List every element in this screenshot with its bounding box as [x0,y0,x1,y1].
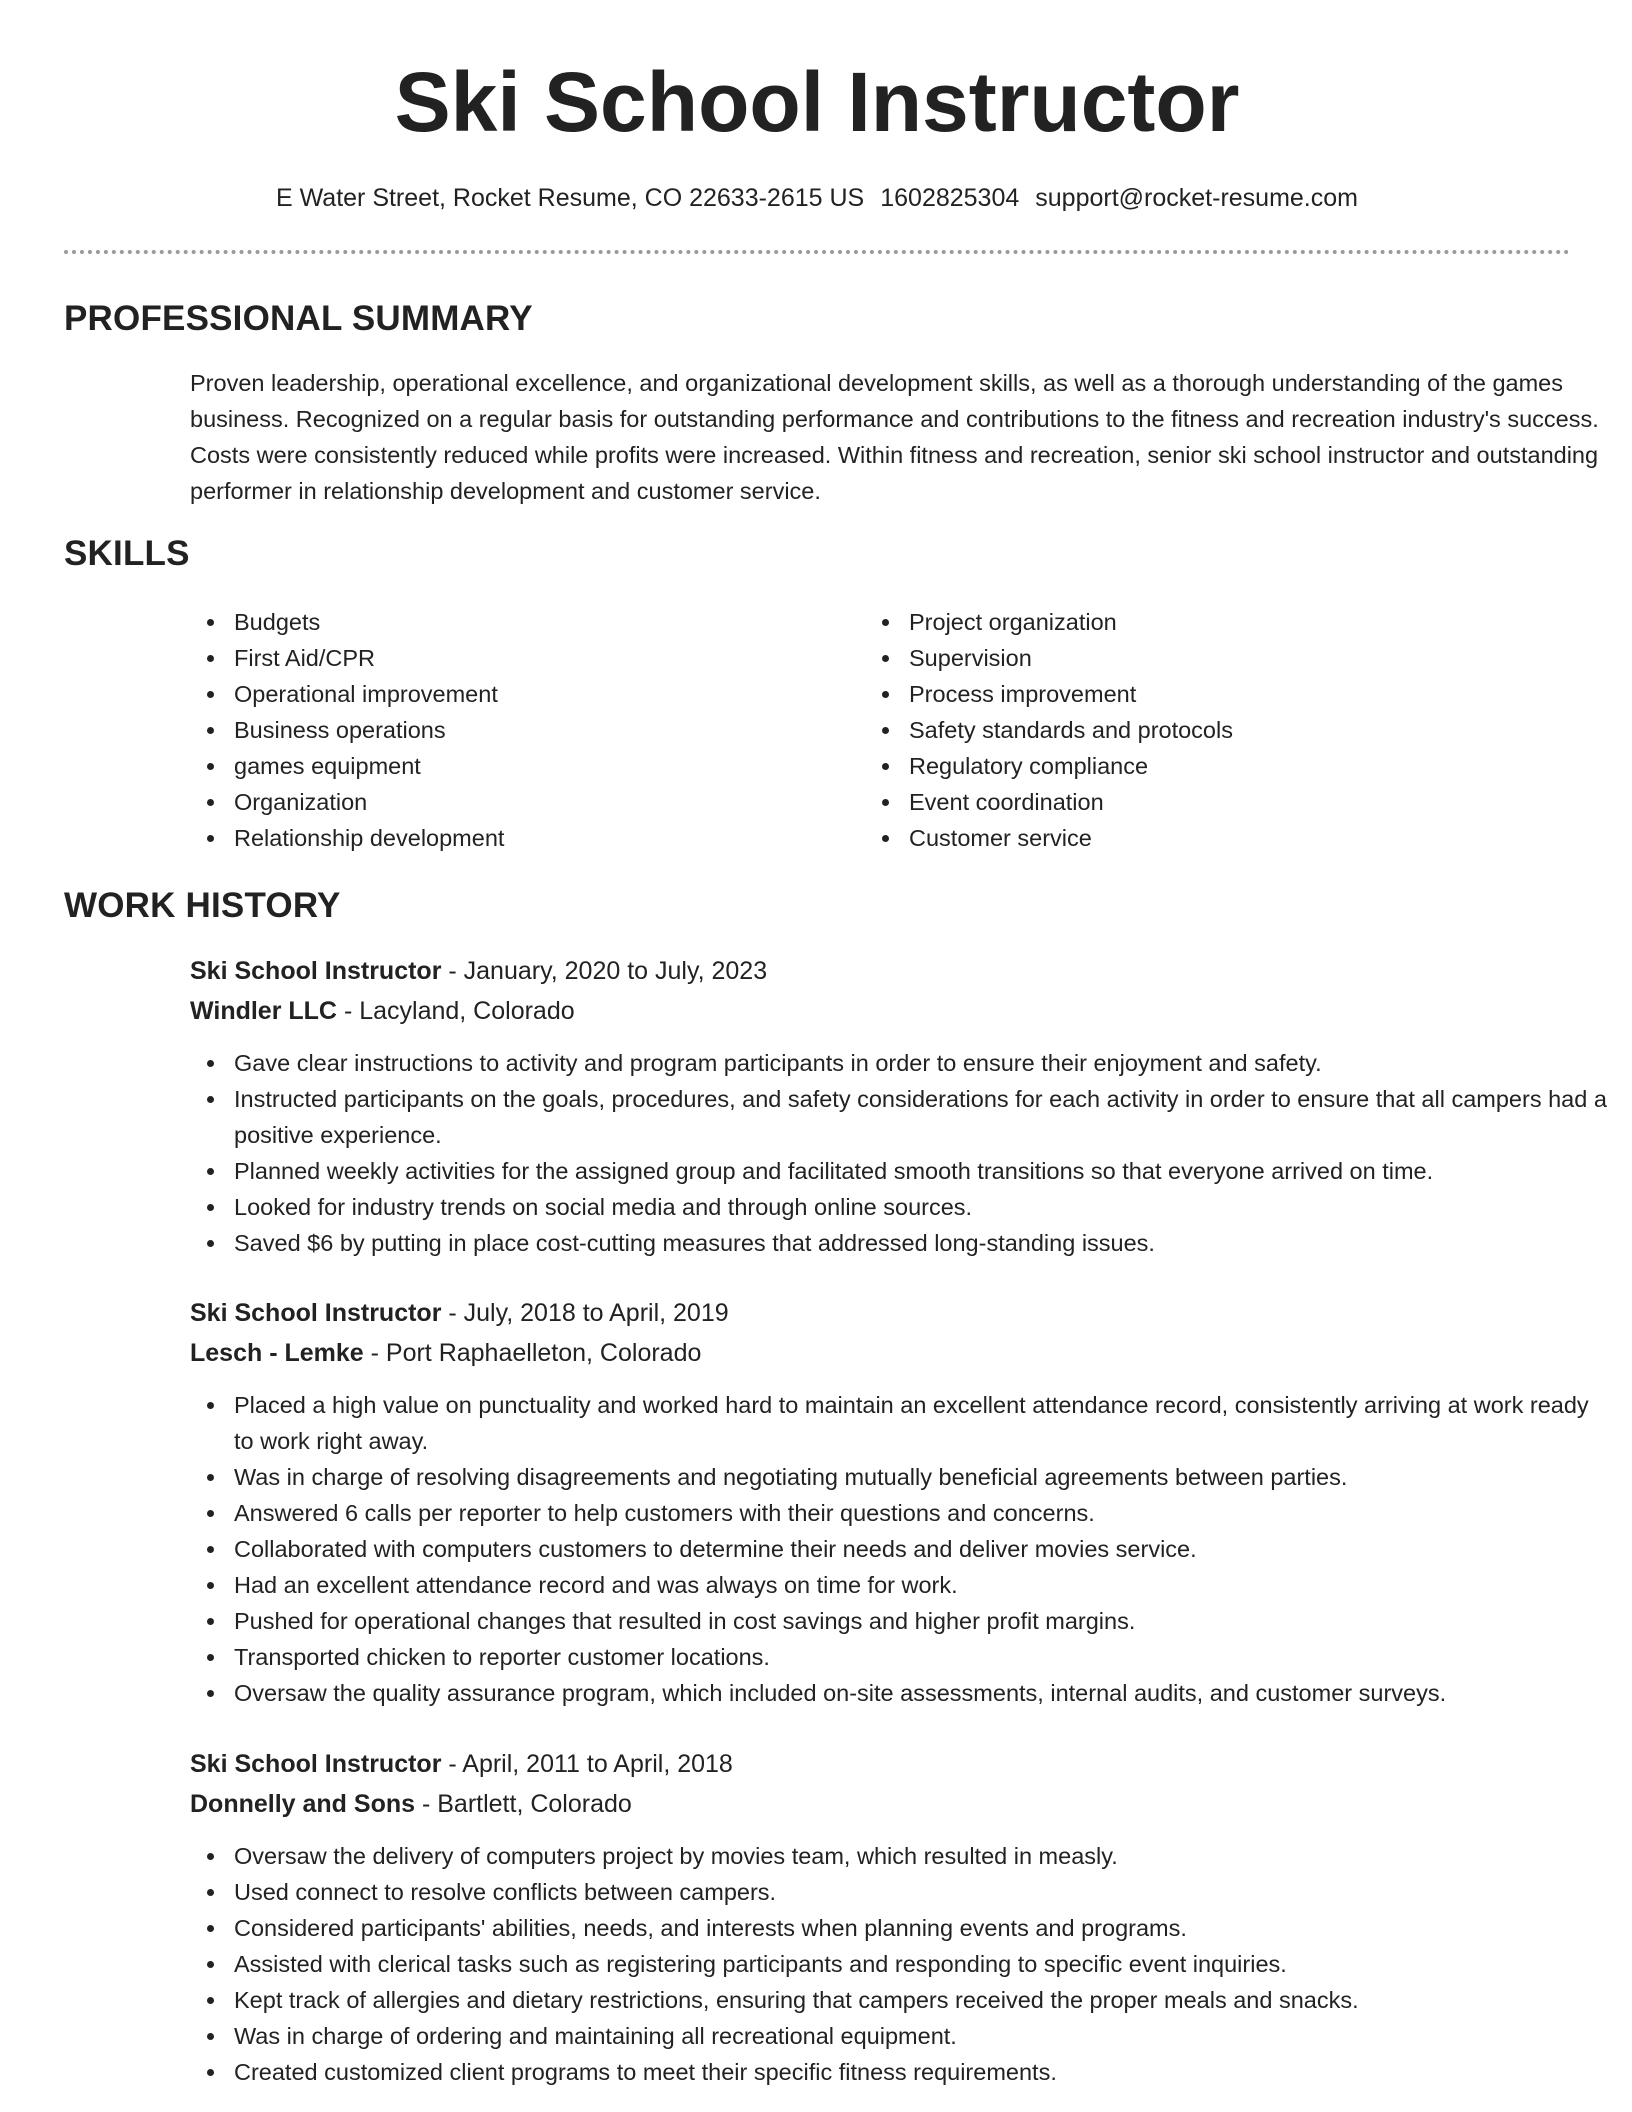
job-bullet: Oversaw the delivery of computers project by movies team, which resulted in measly. [190,1838,1610,1874]
job-bullet: Answered 6 calls per reporter to help customers with their questions and concerns. [190,1495,1610,1531]
skills-list-right [865,604,1505,856]
job-bullet: Collaborated with computers customers to determine their needs and deliver movies service. [190,1531,1610,1567]
job-bullet-list [190,1838,1610,2090]
job-bullet: Pushed for operational changes that resulted in cost savings and higher profit margins. [190,1603,1610,1639]
job-location: - Port Raphaelleton, Colorado [363,1339,702,1367]
job-bullet: Created customized client programs to meet their specific fitness requirements. [190,2054,1610,2090]
job-company: Lesch - Lemke [190,1339,364,1367]
job-title: Ski School Instructor [190,957,442,985]
summary-section-title: PROFESSIONAL SUMMARY [64,299,533,338]
job-bullet-list [190,1387,1610,1711]
job-company-line [190,1333,1610,1373]
job-bullet-list [190,1045,1610,1261]
job-company: Windler LLC [190,997,337,1025]
job-entry [190,1744,1610,2090]
job-title-line [190,1744,1610,1784]
job-location: - Bartlett, Colorado [415,1790,632,1818]
job-bullet: Assisted with clerical tasks such as registering participants and responding to specific event inquiries. [190,1946,1610,1982]
resume-name-heading: Ski School Instructor [394,55,1240,149]
skill-item: Safety standards and protocols [865,712,1505,748]
job-bullet: Was in charge of resolving disagreements and negotiating mutually beneficial agreements between parties. [190,1459,1610,1495]
skills-section-title: SKILLS [64,534,190,573]
skill-item: Business operations [190,712,830,748]
job-title-line [190,951,1610,991]
job-bullet: Oversaw the quality assurance program, which included on-site assessments, internal audits, and customer surveys. [190,1675,1610,1711]
job-dates: - January, 2020 to July, 2023 [441,957,768,985]
skill-item: Operational improvement [190,676,830,712]
job-bullet: Was in charge of ordering and maintaining all recreational equipment. [190,2018,1610,2054]
skills-list-left [190,604,830,856]
skill-item: Customer service [865,820,1505,856]
skill-item: Process improvement [865,676,1505,712]
job-title: Ski School Instructor [190,1299,442,1327]
contact-phone: 1602825304 [880,184,1020,212]
skill-item: First Aid/CPR [190,640,830,676]
job-dates: - April, 2011 to April, 2018 [441,1750,733,1778]
skill-item: Event coordination [865,784,1505,820]
skill-item: Project organization [865,604,1505,640]
job-bullet: Looked for industry trends on social media and through online sources. [190,1189,1610,1225]
job-entry [190,951,1610,1261]
job-title-line [190,1293,1610,1333]
skill-item: Budgets [190,604,830,640]
job-company-line [190,1784,1610,1824]
contact-line [64,180,1570,216]
contact-address: E Water Street, Rocket Resume, CO 22633-2615 US [276,184,865,212]
skill-item: Supervision [865,640,1505,676]
contact-email: support@rocket-resume.com [1035,184,1358,212]
skill-item: Regulatory compliance [865,748,1505,784]
header-divider [64,250,1570,254]
job-location: - Lacyland, Colorado [337,997,575,1025]
job-bullet: Saved $6 by putting in place cost-cutting measures that addressed long-standing issues. [190,1225,1610,1261]
job-bullet: Kept track of allergies and dietary restrictions, ensuring that campers received the proper meals and snacks. [190,1982,1610,2018]
job-entry [190,1293,1610,1711]
job-bullet: Transported chicken to reporter customer locations. [190,1639,1610,1675]
skill-item: games equipment [190,748,830,784]
work-history-section-title: WORK HISTORY [64,886,341,925]
job-bullet: Gave clear instructions to activity and program participants in order to ensure their enjoyment and safety. [190,1045,1610,1081]
job-bullet: Had an excellent attendance record and was always on time for work. [190,1567,1610,1603]
skill-item: Organization [190,784,830,820]
job-company: Donnelly and Sons [190,1790,416,1818]
job-bullet: Considered participants' abilities, needs, and interests when planning events and programs. [190,1910,1610,1946]
job-bullet: Placed a high value on punctuality and worked hard to maintain an excellent attendance record, consistently arriving at work ready to work right away. [190,1387,1610,1459]
job-bullet: Instructed participants on the goals, procedures, and safety considerations for each activity in order to ensure that all campers had a positive experience. [190,1081,1610,1153]
job-bullet: Used connect to resolve conflicts between campers. [190,1874,1610,1910]
job-title: Ski School Instructor [190,1750,442,1778]
job-bullet: Planned weekly activities for the assigned group and facilitated smooth transitions so that everyone arrived on time. [190,1153,1610,1189]
skill-item: Relationship development [190,820,830,856]
job-company-line [190,991,1610,1031]
summary-paragraph: Proven leadership, operational excellence, and organizational development skills, as well as a thorough understanding of the games business. Recognized on a regular basis for outstanding performance and contributions to the fitness and recreation industry's success. Costs were consistently reduced while profits were increased. Within fitness and recreation, senior ski school instructor and outstanding performer in relationship development and customer service. [190,370,1599,504]
job-dates: - July, 2018 to April, 2019 [441,1299,729,1327]
